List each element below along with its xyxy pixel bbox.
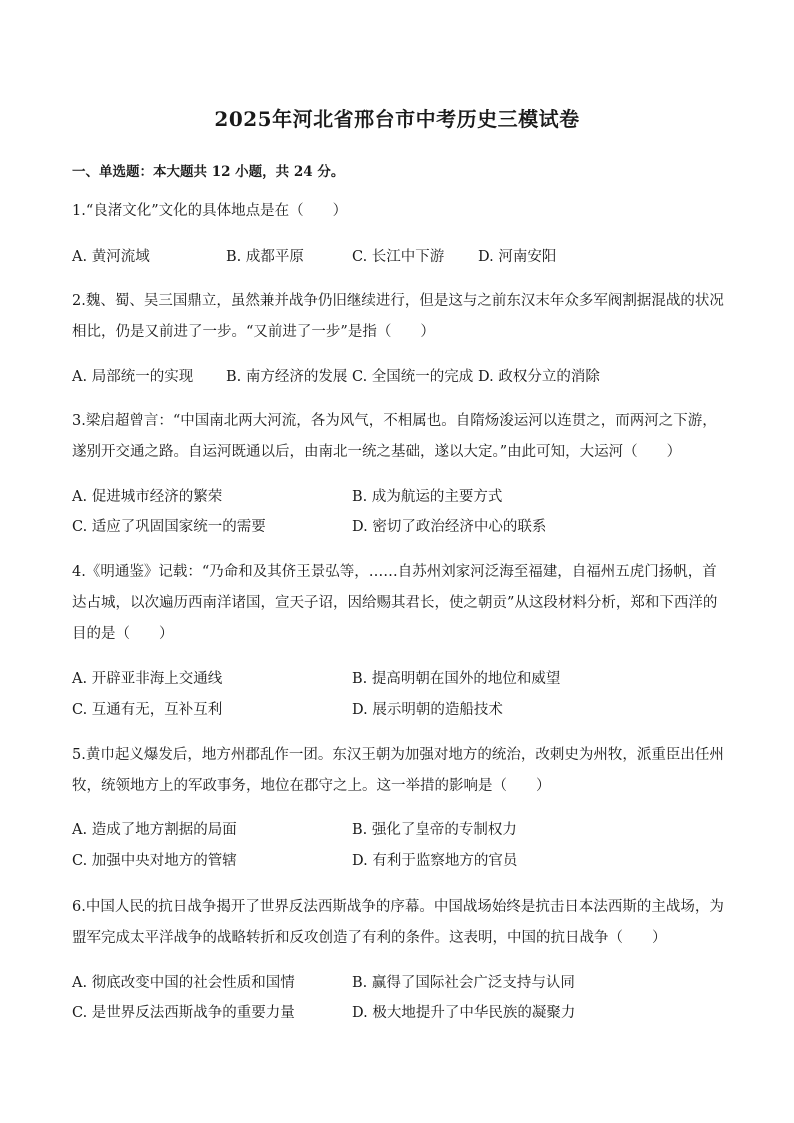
question-3-option-d: D. 密切了政治经济中心的联系 [352, 519, 547, 535]
section-heading: 一、单选题：本大题共 12 小题，共 24 分。 [72, 164, 345, 180]
question-1-option-a: A. 黄河流域 [72, 249, 150, 265]
question-3-option-a: A. 促进城市经济的繁荣 [72, 489, 223, 505]
question-1-option-d: D. 河南安阳 [478, 249, 557, 265]
question-2-option-b: B. 南方经济的发展 [226, 369, 348, 385]
question-2-stem: 2.魏、蜀、吴三国鼎立，虽然兼并战争仍旧继续进行，但是这与之前东汉末年众多军阀割据混战的状况相比，仍是又前进了一步。“又前进了一步”是指（ ） [72, 293, 724, 340]
question-1-option-c: C. 长江中下游 [352, 249, 445, 265]
question-4-option-a: A. 开辟亚非海上交通线 [72, 671, 223, 687]
question-1-option-b: B. 成都平原 [226, 249, 304, 265]
question-4-option-d: D. 展示明朝的造船技术 [352, 702, 503, 718]
question-3-option-b: B. 成为航运的主要方式 [352, 489, 503, 505]
question-5-stem: 5.黄巾起义爆发后，地方州郡乱作一团。东汉王朝为加强对地方的统治，改刺史为州牧，派重臣出任州牧，统领地方上的军政事务，地位在郡守之上。这一举措的影响是（ ） [72, 747, 724, 794]
question-4-option-c: C. 互通有无，互补互利 [72, 702, 223, 718]
question-2-option-d: D. 政权分立的消除 [478, 369, 600, 385]
question-2-option-c: C. 全国统一的完成 [352, 369, 474, 385]
question-1-stem: 1.“良渚文化”文化的具体地点是在（ ） [72, 203, 348, 219]
question-4-stem: 4.《明通鉴》记载：“乃命和及其侪王景弘等，……自苏州刘家河泛海至福建，自福州五虎门扬帆，首达占城，以次遍历西南洋诸国，宣天子诏，因给赐其君长，使之朝贡”从这段材料分析，郑和下西洋的目的是（ ） [72, 564, 718, 642]
question-6-option-b: B. 赢得了国际社会广泛支持与认同 [352, 975, 575, 991]
question-6-option-d: D. 极大地提升了中华民族的凝聚力 [352, 1005, 576, 1021]
question-5-option-a: A. 造成了地方割据的局面 [72, 822, 237, 838]
question-5-option-c: C. 加强中央对地方的管辖 [72, 853, 237, 869]
question-2-option-a: A. 局部统一的实现 [72, 369, 194, 385]
question-6-stem: 6.中国人民的抗日战争揭开了世界反法西斯战争的序幕。中国战场始终是抗击日本法西斯的主战场，为盟军完成太平洋战争的战略转折和反攻创造了有利的条件。这表明，中国的抗日战争（ ） [72, 899, 724, 946]
question-5-option-b: B. 强化了皇帝的专制权力 [352, 822, 517, 838]
exam-title: 2025年河北省邢台市中考历史三模试卷 [214, 107, 580, 131]
question-3-option-c: C. 适应了巩固国家统一的需要 [72, 519, 266, 535]
question-3-stem: 3.梁启超曾言：“中国南北两大河流，各为风气，不相属也。自隋炀浚运河以连贯之，而两河之下游，遂别开交通之路。自运河既通以后，由南北一统之基础，遂以大定。”由此可知，大运河（ ） [72, 413, 717, 460]
question-5-option-d: D. 有利于监察地方的官员 [352, 853, 518, 869]
question-6-option-c: C. 是世界反法西斯战争的重要力量 [72, 1005, 295, 1021]
question-4-option-b: B. 提高明朝在国外的地位和威望 [352, 671, 561, 687]
question-6-option-a: A. 彻底改变中国的社会性质和国情 [72, 975, 295, 991]
